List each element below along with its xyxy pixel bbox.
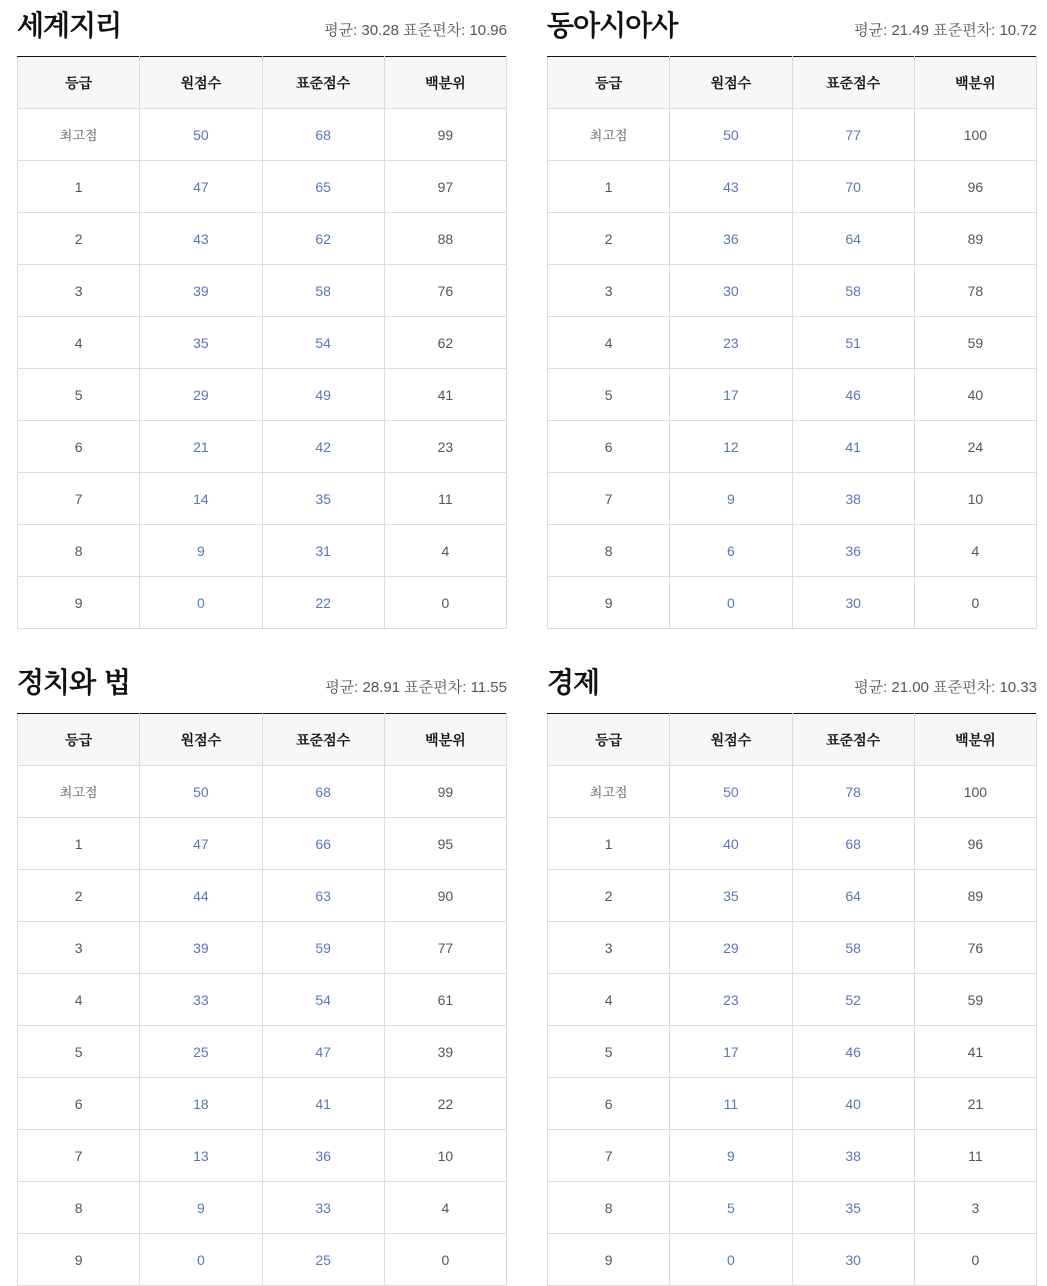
percentile-cell: 76 (914, 922, 1036, 974)
table-row (548, 161, 1037, 213)
header-grade: 등급 (548, 714, 670, 766)
sd-label: 표준편차: (404, 679, 467, 696)
percentile-cell: 96 (914, 161, 1036, 213)
raw-score-cell: 35 (670, 870, 792, 922)
table-row (548, 766, 1037, 818)
table-row (18, 265, 507, 317)
table-header-row (548, 714, 1037, 766)
grade-cell: 1 (18, 161, 140, 213)
standard-score-cell: 68 (262, 109, 384, 161)
grade-cell: 6 (18, 421, 140, 473)
mean-label: 평균: (854, 22, 888, 39)
percentile-cell: 0 (384, 577, 506, 629)
standard-score-cell: 58 (792, 265, 914, 317)
grade-cell: 5 (18, 369, 140, 421)
mean-label: 평균: (325, 679, 359, 696)
raw-score-cell: 23 (670, 317, 792, 369)
standard-score-cell: 64 (792, 213, 914, 265)
table-row (548, 922, 1037, 974)
standard-score-cell: 66 (262, 818, 384, 870)
standard-score-cell: 68 (792, 818, 914, 870)
standard-score-cell: 70 (792, 161, 914, 213)
grade-cell: 7 (18, 1130, 140, 1182)
standard-score-cell: 22 (262, 577, 384, 629)
percentile-cell: 100 (914, 766, 1036, 818)
table-row (18, 525, 507, 577)
raw-score-cell: 39 (140, 922, 262, 974)
score-statistics (324, 19, 507, 40)
mean-value: 21.00 (891, 679, 929, 696)
grade-cell: 1 (548, 161, 670, 213)
subject-title: 세계지리 (17, 9, 122, 42)
table-row (18, 1130, 507, 1182)
grade-cell: 6 (18, 1078, 140, 1130)
standard-score-cell: 41 (792, 421, 914, 473)
raw-score-cell: 13 (140, 1130, 262, 1182)
header-percentile: 백분위 (914, 57, 1036, 109)
raw-score-cell: 0 (670, 577, 792, 629)
table-row (18, 577, 507, 629)
raw-score-cell: 9 (140, 1182, 262, 1234)
standard-score-cell: 65 (262, 161, 384, 213)
grade-cell: 1 (18, 818, 140, 870)
mean-value: 28.91 (362, 679, 401, 696)
score-panel-world-geography (17, 0, 507, 629)
percentile-cell: 88 (384, 213, 506, 265)
grade-cell: 1 (548, 818, 670, 870)
table-row (548, 1234, 1037, 1286)
raw-score-cell: 29 (670, 922, 792, 974)
raw-score-cell: 50 (140, 766, 262, 818)
table-row (18, 818, 507, 870)
grade-cell: 9 (548, 577, 670, 629)
raw-score-cell: 5 (670, 1182, 792, 1234)
standard-score-cell: 35 (262, 473, 384, 525)
table-row (18, 421, 507, 473)
standard-score-cell: 36 (262, 1130, 384, 1182)
raw-score-cell: 11 (670, 1078, 792, 1130)
standard-score-cell: 54 (262, 317, 384, 369)
grade-cell: 2 (548, 870, 670, 922)
raw-score-cell: 18 (140, 1078, 262, 1130)
percentile-cell: 4 (384, 1182, 506, 1234)
standard-score-cell: 78 (792, 766, 914, 818)
grade-cell: 9 (18, 1234, 140, 1286)
percentile-cell: 95 (384, 818, 506, 870)
percentile-cell: 96 (914, 818, 1036, 870)
subject-title: 정치와 법 (17, 666, 130, 699)
header-standard-score: 표준점수 (262, 714, 384, 766)
percentile-cell: 4 (384, 525, 506, 577)
score-statistics (854, 19, 1037, 40)
percentile-cell: 41 (384, 369, 506, 421)
percentile-cell: 24 (914, 421, 1036, 473)
score-statistics (325, 676, 507, 697)
table-row (18, 922, 507, 974)
grade-cell: 6 (548, 1078, 670, 1130)
raw-score-cell: 39 (140, 265, 262, 317)
table-row (548, 577, 1037, 629)
standard-score-cell: 58 (262, 265, 384, 317)
standard-score-cell: 33 (262, 1182, 384, 1234)
table-row (18, 161, 507, 213)
standard-score-cell: 41 (262, 1078, 384, 1130)
standard-score-cell: 46 (792, 1026, 914, 1078)
table-row (548, 1078, 1037, 1130)
mean-value: 30.28 (361, 22, 399, 39)
standard-score-cell: 35 (792, 1182, 914, 1234)
raw-score-cell: 50 (140, 109, 262, 161)
header-percentile: 백분위 (384, 714, 506, 766)
percentile-cell: 0 (914, 577, 1036, 629)
header-standard-score: 표준점수 (792, 714, 914, 766)
header-standard-score: 표준점수 (262, 57, 384, 109)
table-row (548, 870, 1037, 922)
mean-label: 평균: (854, 679, 888, 696)
grade-cell: 3 (18, 265, 140, 317)
table-row (18, 1234, 507, 1286)
raw-score-cell: 43 (670, 161, 792, 213)
table-row (548, 818, 1037, 870)
standard-score-cell: 25 (262, 1234, 384, 1286)
percentile-cell: 61 (384, 974, 506, 1026)
standard-score-cell: 77 (792, 109, 914, 161)
standard-score-cell: 52 (792, 974, 914, 1026)
table-header-row (548, 57, 1037, 109)
standard-score-cell: 58 (792, 922, 914, 974)
raw-score-cell: 36 (670, 213, 792, 265)
table-row (548, 109, 1037, 161)
standard-score-cell: 46 (792, 369, 914, 421)
grade-cell: 2 (18, 213, 140, 265)
percentile-cell: 59 (914, 317, 1036, 369)
percentile-cell: 77 (384, 922, 506, 974)
grade-cell: 2 (548, 213, 670, 265)
grade-cell: 2 (18, 870, 140, 922)
percentile-cell: 89 (914, 213, 1036, 265)
grade-cell: 5 (548, 1026, 670, 1078)
header-raw-score: 원점수 (140, 714, 262, 766)
table-row (18, 473, 507, 525)
grade-cell: 최고점 (548, 109, 670, 161)
raw-score-cell: 30 (670, 265, 792, 317)
raw-score-cell: 43 (140, 213, 262, 265)
table-row (548, 1130, 1037, 1182)
score-panel-politics-and-law (17, 657, 507, 1286)
percentile-cell: 21 (914, 1078, 1036, 1130)
header-raw-score: 원점수 (140, 57, 262, 109)
percentile-cell: 59 (914, 974, 1036, 1026)
sd-label: 표준편차: (403, 22, 466, 39)
table-row (18, 1078, 507, 1130)
standard-score-cell: 40 (792, 1078, 914, 1130)
grade-cutoff-table (17, 713, 507, 1286)
raw-score-cell: 9 (140, 525, 262, 577)
raw-score-cell: 9 (670, 473, 792, 525)
grade-cell: 4 (548, 974, 670, 1026)
raw-score-cell: 0 (140, 1234, 262, 1286)
grade-cell: 최고점 (548, 766, 670, 818)
raw-score-cell: 35 (140, 317, 262, 369)
table-row (18, 369, 507, 421)
percentile-cell: 76 (384, 265, 506, 317)
table-row (548, 369, 1037, 421)
standard-score-cell: 62 (262, 213, 384, 265)
subject-title: 경제 (547, 666, 600, 699)
mean-value: 21.49 (891, 22, 929, 39)
table-row (548, 421, 1037, 473)
raw-score-cell: 44 (140, 870, 262, 922)
raw-score-cell: 17 (670, 369, 792, 421)
percentile-cell: 41 (914, 1026, 1036, 1078)
grade-cell: 8 (548, 525, 670, 577)
grade-cell: 7 (548, 473, 670, 525)
percentile-cell: 89 (914, 870, 1036, 922)
table-row (18, 1026, 507, 1078)
score-panel-economics (547, 657, 1037, 1286)
grade-cell: 3 (548, 265, 670, 317)
grade-cell: 8 (18, 525, 140, 577)
percentile-cell: 40 (914, 369, 1036, 421)
header-grade: 등급 (18, 57, 140, 109)
raw-score-cell: 14 (140, 473, 262, 525)
sd-label: 표준편차: (933, 22, 996, 39)
percentile-cell: 3 (914, 1182, 1036, 1234)
percentile-cell: 78 (914, 265, 1036, 317)
percentile-cell: 100 (914, 109, 1036, 161)
percentile-cell: 23 (384, 421, 506, 473)
raw-score-cell: 0 (670, 1234, 792, 1286)
raw-score-cell: 25 (140, 1026, 262, 1078)
table-row (18, 974, 507, 1026)
header-percentile: 백분위 (384, 57, 506, 109)
grade-cutoff-table (547, 56, 1037, 629)
table-row (548, 317, 1037, 369)
standard-score-cell: 36 (792, 525, 914, 577)
percentile-cell: 0 (384, 1234, 506, 1286)
percentile-cell: 4 (914, 525, 1036, 577)
table-row (18, 870, 507, 922)
score-statistics (854, 676, 1037, 697)
table-row (548, 974, 1037, 1026)
sd-label: 표준편차: (933, 679, 996, 696)
table-row (18, 317, 507, 369)
standard-score-cell: 47 (262, 1026, 384, 1078)
grade-cutoff-table (547, 713, 1037, 1286)
percentile-cell: 11 (384, 473, 506, 525)
raw-score-cell: 47 (140, 818, 262, 870)
sd-value: 10.33 (999, 679, 1037, 696)
raw-score-cell: 12 (670, 421, 792, 473)
table-row (548, 213, 1037, 265)
table-row (18, 766, 507, 818)
grade-cell: 6 (548, 421, 670, 473)
standard-score-cell: 64 (792, 870, 914, 922)
score-panel-east-asian-history (547, 0, 1037, 629)
panel-header (17, 0, 507, 56)
table-row (548, 1026, 1037, 1078)
mean-label: 평균: (324, 22, 358, 39)
grade-cell: 4 (18, 317, 140, 369)
sd-value: 11.55 (470, 679, 507, 696)
sd-value: 10.96 (469, 22, 507, 39)
raw-score-cell: 21 (140, 421, 262, 473)
raw-score-cell: 29 (140, 369, 262, 421)
standard-score-cell: 49 (262, 369, 384, 421)
raw-score-cell: 23 (670, 974, 792, 1026)
standard-score-cell: 54 (262, 974, 384, 1026)
grade-cutoff-table (17, 56, 507, 629)
header-grade: 등급 (18, 714, 140, 766)
header-raw-score: 원점수 (670, 714, 792, 766)
table-row (18, 213, 507, 265)
sd-value: 10.72 (999, 22, 1037, 39)
panel-header (547, 0, 1037, 56)
percentile-cell: 10 (914, 473, 1036, 525)
table-row (18, 109, 507, 161)
percentile-cell: 22 (384, 1078, 506, 1130)
panel-header (17, 657, 507, 713)
percentile-cell: 39 (384, 1026, 506, 1078)
raw-score-cell: 50 (670, 766, 792, 818)
percentile-cell: 99 (384, 766, 506, 818)
grade-cell: 8 (18, 1182, 140, 1234)
grade-cell: 9 (18, 577, 140, 629)
standard-score-cell: 63 (262, 870, 384, 922)
grade-cell: 9 (548, 1234, 670, 1286)
grade-cell: 5 (548, 369, 670, 421)
raw-score-cell: 40 (670, 818, 792, 870)
grade-cell: 3 (18, 922, 140, 974)
header-grade: 등급 (548, 57, 670, 109)
header-standard-score: 표준점수 (792, 57, 914, 109)
standard-score-cell: 42 (262, 421, 384, 473)
standard-score-cell: 30 (792, 1234, 914, 1286)
subject-title: 동아시아사 (547, 9, 678, 42)
table-header-row (18, 714, 507, 766)
percentile-cell: 62 (384, 317, 506, 369)
percentile-cell: 90 (384, 870, 506, 922)
raw-score-cell: 47 (140, 161, 262, 213)
standard-score-cell: 51 (792, 317, 914, 369)
grade-cell: 4 (548, 317, 670, 369)
percentile-cell: 10 (384, 1130, 506, 1182)
raw-score-cell: 0 (140, 577, 262, 629)
panel-header (547, 657, 1037, 713)
header-raw-score: 원점수 (670, 57, 792, 109)
table-row (548, 525, 1037, 577)
standard-score-cell: 59 (262, 922, 384, 974)
standard-score-cell: 38 (792, 1130, 914, 1182)
standard-score-cell: 30 (792, 577, 914, 629)
table-row (548, 1182, 1037, 1234)
percentile-cell: 99 (384, 109, 506, 161)
percentile-cell: 11 (914, 1130, 1036, 1182)
standard-score-cell: 31 (262, 525, 384, 577)
percentile-cell: 97 (384, 161, 506, 213)
table-header-row (18, 57, 507, 109)
standard-score-cell: 68 (262, 766, 384, 818)
table-row (18, 1182, 507, 1234)
header-percentile: 백분위 (914, 714, 1036, 766)
raw-score-cell: 33 (140, 974, 262, 1026)
standard-score-cell: 38 (792, 473, 914, 525)
grade-cell: 최고점 (18, 766, 140, 818)
table-row (548, 265, 1037, 317)
grade-cell: 7 (548, 1130, 670, 1182)
grade-cell: 5 (18, 1026, 140, 1078)
grade-cell: 최고점 (18, 109, 140, 161)
grade-cell: 4 (18, 974, 140, 1026)
raw-score-cell: 6 (670, 525, 792, 577)
percentile-cell: 0 (914, 1234, 1036, 1286)
table-row (548, 473, 1037, 525)
grade-cell: 8 (548, 1182, 670, 1234)
grade-cell: 3 (548, 922, 670, 974)
raw-score-cell: 50 (670, 109, 792, 161)
grade-cell: 7 (18, 473, 140, 525)
raw-score-cell: 9 (670, 1130, 792, 1182)
raw-score-cell: 17 (670, 1026, 792, 1078)
